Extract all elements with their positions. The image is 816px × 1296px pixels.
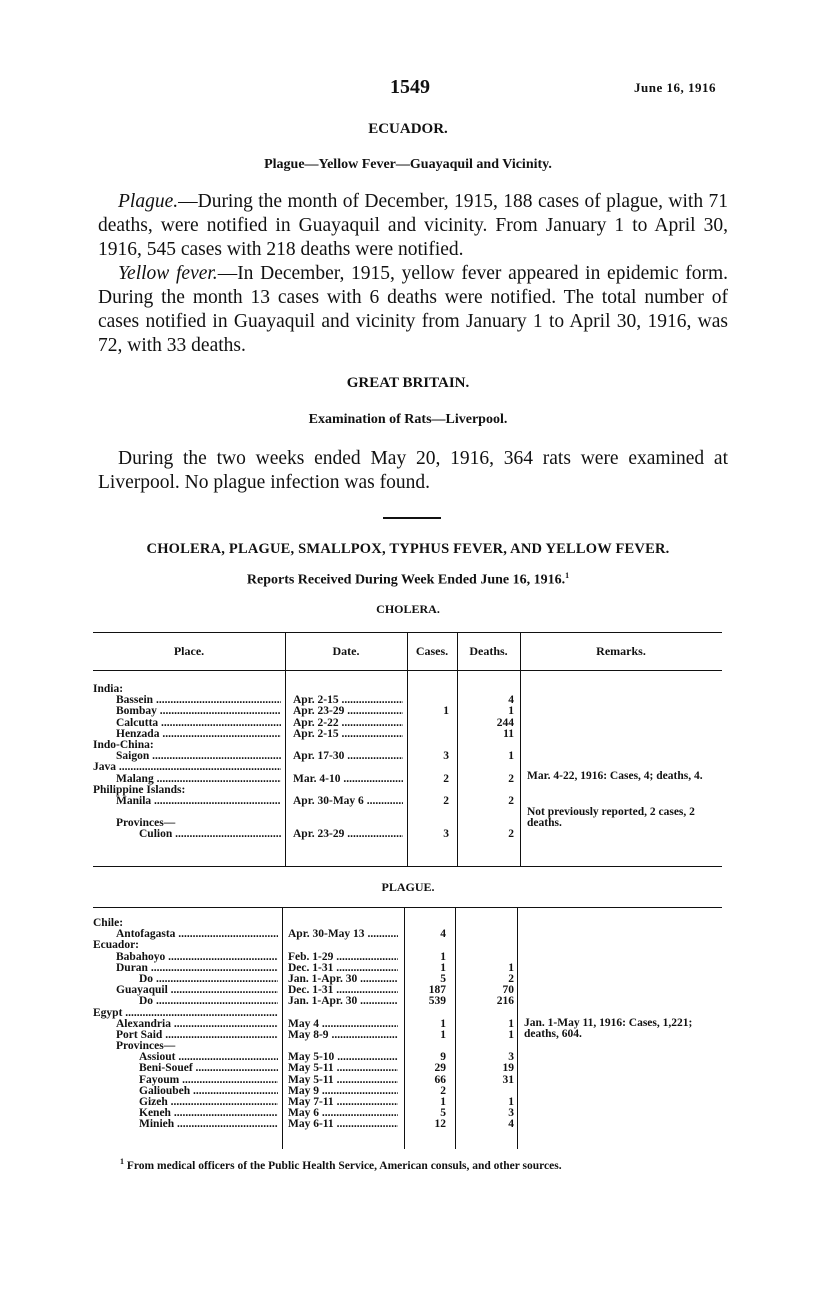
deaths-cell: 70 xyxy=(502,984,514,997)
deaths-cell: 3 xyxy=(508,1107,514,1120)
cholera-title: CHOLERA. xyxy=(376,602,440,616)
deaths-cell: 2 xyxy=(508,794,514,807)
place-cell: India: xyxy=(93,683,124,695)
table-row xyxy=(93,785,522,796)
deaths-cell: 244 xyxy=(496,716,514,729)
table-row xyxy=(93,774,522,785)
table-row xyxy=(93,974,519,985)
cholera-table-bottom-rule xyxy=(93,866,722,867)
deaths-cell: 1 xyxy=(508,1028,514,1041)
table-row xyxy=(93,740,522,751)
deaths-cell: 2 xyxy=(508,772,514,785)
date-cell: Apr. 23-29 ..... xyxy=(293,706,403,717)
place-cell: Henzada ..... xyxy=(116,729,281,740)
date-cell: May 6-11 ..... xyxy=(288,1119,398,1130)
date-cell: Apr. 2-22 ..... xyxy=(293,718,403,729)
ecuador-subtitle: Plague—Yellow Fever—Guayaquil and Vicinity. xyxy=(264,157,552,172)
deaths-cell: 2 xyxy=(508,828,514,841)
date-cell: May 5-11 ..... xyxy=(288,1075,398,1086)
plague-label: Plague. xyxy=(118,191,179,212)
place-cell: Calcutta ..... xyxy=(116,718,281,729)
table-row xyxy=(93,1041,519,1052)
place-cell: Port Said ..... xyxy=(116,1030,278,1041)
cholera-remark: Mar. 4-22, 1916: Cases, 4; deaths, 4. xyxy=(527,770,703,782)
table-row xyxy=(93,684,522,695)
date-cell: Feb. 1-29 ..... xyxy=(288,952,398,963)
place-cell: Culion ..... xyxy=(139,829,281,840)
col-header-place: Place. xyxy=(173,644,205,658)
place-cell: Beni-Souef ..... xyxy=(139,1063,278,1074)
date-cell: Apr. 30-May 13 ..... xyxy=(288,929,398,940)
place-cell: Chile: xyxy=(93,917,124,929)
deaths-cell: 4 xyxy=(508,1118,514,1131)
cases-cell: 1 xyxy=(443,705,449,718)
place-cell: Manila ..... xyxy=(116,796,281,807)
table-row xyxy=(93,985,519,996)
place-cell: Ecuador: xyxy=(93,939,139,952)
table-row xyxy=(93,1097,519,1108)
place-cell: Philippine Islands: xyxy=(93,783,186,796)
table-row xyxy=(93,1075,519,1086)
cases-cell: 2 xyxy=(443,794,449,807)
ecuador-body xyxy=(98,190,728,358)
cases-cell: 539 xyxy=(428,995,446,1008)
deaths-cell: 1 xyxy=(508,705,514,718)
place-cell: Babahoyo ..... xyxy=(116,952,278,963)
col-header-cases: Cases. xyxy=(415,644,449,658)
cases-cell: 4 xyxy=(440,928,446,941)
table-row xyxy=(93,1119,519,1130)
cholera-remark: Not previously reported, 2 cases, 2 deaths. xyxy=(527,806,695,829)
plague-paragraph xyxy=(98,190,728,262)
place-cell: Do ..... xyxy=(139,996,278,1007)
col-header-remarks: Remarks. xyxy=(596,644,646,658)
date-cell: May 5-10 ..... xyxy=(288,1052,398,1063)
plague-rows xyxy=(93,918,519,1131)
deaths-cell: 19 xyxy=(502,1062,514,1075)
date-cell: Apr. 2-15 ..... xyxy=(293,729,403,740)
table-row xyxy=(93,1008,519,1019)
section-subtitle-text: Reports Received During Week Ended June 16, 1916. xyxy=(246,572,566,588)
cases-cell: 187 xyxy=(428,984,446,997)
deaths-cell: 2 xyxy=(508,972,514,985)
table-row xyxy=(93,940,519,951)
date-cell: Dec. 1-31 ..... xyxy=(288,963,398,974)
table-row xyxy=(93,1108,519,1119)
footnote-text: From medical officers of the Public Health Service, American consuls, and other sources. xyxy=(126,1159,562,1172)
date-cell: May 5-11 ..... xyxy=(288,1063,398,1074)
date-cell: Apr. 2-15 ..... xyxy=(293,695,403,706)
yellow-fever-text: —In December, 1915, yellow fever appeared in epidemic form. During the month 13 cases with 6 deaths were notified. The total number of cases notified in Guayaquil and vicinity from January 1 to April 30, 1916, was 72, with 33 deaths. xyxy=(98,263,728,356)
section-divider xyxy=(383,517,441,519)
page-date: June 16, 1916 xyxy=(634,80,716,95)
date-cell: Mar. 4-10 ..... xyxy=(293,774,403,785)
great-britain-body xyxy=(98,447,728,495)
cholera-rows xyxy=(93,684,522,841)
footnote xyxy=(120,1157,562,1172)
section-title: CHOLERA, PLAGUE, SMALLPOX, TYPHUS FEVER, AND YELLOW FEVER. xyxy=(146,541,670,557)
table-row xyxy=(93,706,522,717)
date-cell: May 9 ..... xyxy=(288,1086,398,1097)
place-cell: Java ..... xyxy=(93,762,281,773)
table-row xyxy=(93,952,519,963)
section-subtitle xyxy=(0,571,816,589)
page-number: 1549 xyxy=(390,76,430,98)
place-cell: Provinces— xyxy=(116,817,176,830)
table-row xyxy=(93,729,522,740)
date-cell: Apr. 17-30 ..... xyxy=(293,751,403,762)
deaths-cell: 1 xyxy=(508,1017,514,1030)
deaths-cell: 4 xyxy=(508,694,514,707)
yellow-fever-paragraph xyxy=(98,262,728,358)
cases-cell: 3 xyxy=(443,828,449,841)
table-row xyxy=(93,1052,519,1063)
date-cell: Apr. 23-29 ..... xyxy=(293,829,403,840)
cases-cell: 3 xyxy=(443,750,449,763)
date-cell: Jan. 1-Apr. 30 ..... xyxy=(288,974,398,985)
deaths-cell: 31 xyxy=(502,1073,514,1086)
footnote-mark: 1 xyxy=(120,1157,124,1166)
table-row xyxy=(93,1019,519,1030)
great-britain-heading: GREAT BRITAIN. xyxy=(346,375,470,391)
place-cell: Galioubeh ..... xyxy=(139,1086,278,1097)
place-cell: Antofagasta ..... xyxy=(116,929,278,940)
plague-text: —During the month of December, 1915, 188 cases of plague, with 71 deaths, were notified in Guayaquil and vicinity. From January 1 to April 30, 1916, 545 cases with 218 deaths were notified. xyxy=(98,191,728,260)
cases-cell: 1 xyxy=(440,950,446,963)
deaths-cell: 1 xyxy=(508,961,514,974)
yellow-fever-label: Yellow fever. xyxy=(118,263,218,284)
date-cell: May 7-11 ..... xyxy=(288,1097,398,1108)
cases-cell: 5 xyxy=(440,1107,446,1120)
table-row xyxy=(93,996,519,1007)
place-cell: Bombay ..... xyxy=(116,706,281,717)
place-cell: Keneh ..... xyxy=(139,1108,278,1119)
date-cell: Jan. 1-Apr. 30 ..... xyxy=(288,996,398,1007)
deaths-cell: 216 xyxy=(496,995,514,1008)
place-cell: Assiout ..... xyxy=(139,1052,278,1063)
deaths-cell: 11 xyxy=(503,727,514,740)
date-cell: May 6 ..... xyxy=(288,1108,398,1119)
place-cell: Malang ..... xyxy=(116,774,281,785)
place-cell: Fayoum ..... xyxy=(139,1075,278,1086)
table-row xyxy=(93,1063,519,1074)
cases-cell: 1 xyxy=(440,961,446,974)
footnote-ref: 1 xyxy=(565,571,570,580)
plague-table-top-rule xyxy=(93,907,722,908)
cases-cell: 2 xyxy=(440,1084,446,1097)
date-cell: Apr. 30-May 6 ..... xyxy=(293,796,403,807)
deaths-cell: 1 xyxy=(508,750,514,763)
cases-cell: 2 xyxy=(443,772,449,785)
place-cell: Do ..... xyxy=(139,974,278,985)
table-row xyxy=(93,796,522,807)
table-row xyxy=(93,762,522,773)
cases-cell: 9 xyxy=(440,1051,446,1064)
cases-cell: 1 xyxy=(440,1017,446,1030)
table-row xyxy=(93,818,522,829)
col-header-date: Date. xyxy=(332,644,360,658)
date-cell: May 4 ..... xyxy=(288,1019,398,1030)
table-row xyxy=(93,1086,519,1097)
cases-cell: 66 xyxy=(434,1073,446,1086)
table-row xyxy=(93,929,519,940)
table-row xyxy=(93,829,522,840)
table-row xyxy=(93,718,522,729)
table-row xyxy=(93,963,519,974)
rats-paragraph: During the two weeks ended May 20, 1916, 364 rats were examined at Liverpool. No plague infection was found. xyxy=(98,448,728,493)
place-cell: Duran ..... xyxy=(116,963,278,974)
table-row xyxy=(93,695,522,706)
cases-cell: 1 xyxy=(440,1028,446,1041)
plague-remark: Jan. 1-May 11, 1916: Cases, 1,221; deaths, 604. xyxy=(524,1017,693,1040)
great-britain-subtitle: Examination of Rats—Liverpool. xyxy=(308,412,508,427)
cases-cell: 29 xyxy=(434,1062,446,1075)
place-cell: Minieh ..... xyxy=(139,1119,278,1130)
cases-cell: 12 xyxy=(434,1118,446,1131)
place-cell: Gizeh ..... xyxy=(139,1097,278,1108)
place-cell: Indo-China: xyxy=(93,738,154,751)
place-cell: Alexandria ..... xyxy=(116,1019,278,1030)
place-cell: Guayaquil ..... xyxy=(116,985,278,996)
date-cell: May 8-9 ..... xyxy=(288,1030,398,1041)
place-cell: Egypt ..... xyxy=(93,1008,278,1019)
table-row xyxy=(93,751,522,762)
place-cell: Saigon ..... xyxy=(116,751,281,762)
table-row xyxy=(93,918,519,929)
deaths-cell: 1 xyxy=(508,1096,514,1108)
plague-title: PLAGUE. xyxy=(381,880,435,894)
ecuador-heading: ECUADOR. xyxy=(368,121,448,137)
cases-cell: 5 xyxy=(440,972,446,985)
deaths-cell: 3 xyxy=(508,1051,514,1064)
col-header-deaths: Deaths. xyxy=(469,644,508,658)
cases-cell: 1 xyxy=(440,1096,446,1108)
place-cell: Provinces— xyxy=(116,1040,176,1053)
date-cell: Dec. 1-31 ..... xyxy=(288,985,398,996)
place-cell: Bassein ..... xyxy=(116,695,281,706)
